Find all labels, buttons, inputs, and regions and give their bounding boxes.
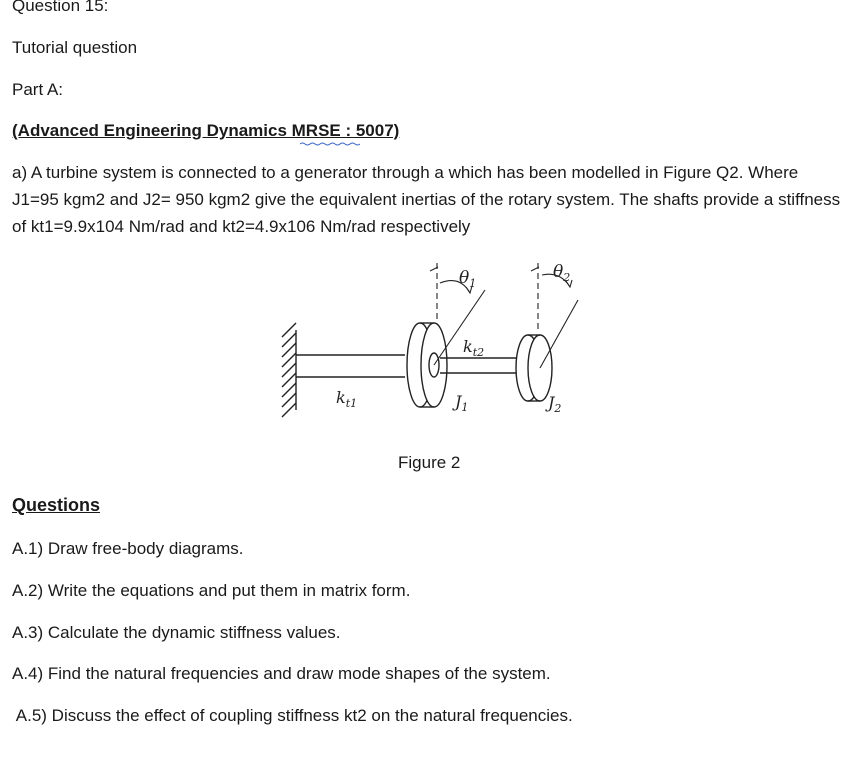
question-item: A.5) Discuss the effect of coupling stiffness kt2 on the natural frequencies.	[12, 706, 573, 725]
shaft-kt2	[440, 358, 518, 373]
j2-label: $J_2$	[548, 393, 562, 415]
questions-heading: Questions	[12, 495, 101, 515]
theta1-label: $\theta_1$	[459, 268, 477, 290]
disk-j2	[516, 335, 552, 401]
question-item: A.1) Draw free-body diagrams.	[12, 539, 244, 558]
disk-j1	[407, 323, 447, 407]
subtitle: Tutorial question	[12, 38, 138, 57]
kt2-label: $k_{t2}$	[463, 337, 485, 359]
question-item: A.3) Calculate the dynamic stiffness values.	[12, 623, 341, 642]
fixed-wall	[282, 323, 296, 417]
shaft-kt1	[296, 355, 405, 377]
figure-caption: Figure 2	[398, 453, 461, 472]
rotor-system-figure	[270, 255, 600, 420]
theta2-label: $\theta_2$	[553, 262, 571, 284]
problem-statement: a) A turbine system is connected to a generator through a which has been modelled in Figure Q2. Where J1=95 kgm2 and J2= 950 kgm2 give the equivalent inertias of the rotary system. The shafts provide a stiffness of kt1=9.9x104 Nm/rad and kt2=4.9x106 Nm/rad respectively	[12, 163, 841, 236]
part-label: Part A:	[12, 80, 64, 99]
spellcheck-underline	[300, 142, 360, 146]
question-item: A.4) Find the natural frequencies and draw mode shapes of the system.	[12, 664, 551, 683]
j1-label: $J_1$	[455, 392, 469, 414]
question-number: Question 15:	[12, 0, 109, 15]
course-title: (Advanced Engineering Dynamics MRSE : 5007)	[12, 121, 400, 140]
kt1-label: $k_{t1}$	[336, 388, 358, 410]
question-item: A.2) Write the equations and put them in matrix form.	[12, 581, 411, 600]
